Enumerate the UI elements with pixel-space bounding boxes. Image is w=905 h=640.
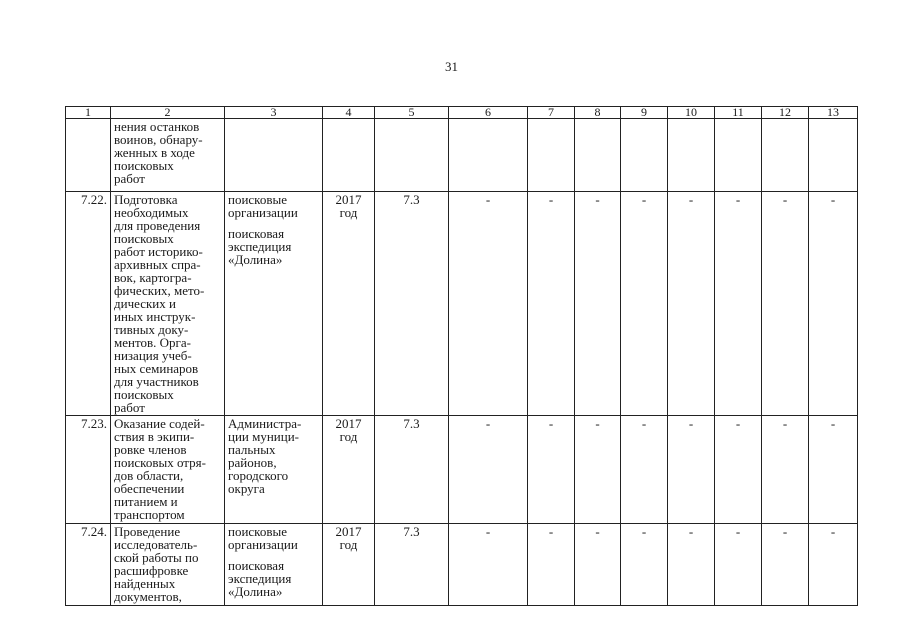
dash-cell: - <box>809 416 858 524</box>
text-line: воинов, обнару- <box>114 132 203 147</box>
column-number-11: 11 <box>715 107 762 119</box>
text-line: Оказание содей- <box>114 416 205 431</box>
text-line: Администра- <box>228 416 302 431</box>
row-number-cell <box>66 119 111 192</box>
text-line: поисковые <box>228 192 287 207</box>
text-line: для участников <box>114 374 199 389</box>
text-line: обеспечении <box>114 481 185 496</box>
text-line: поисковая <box>228 226 285 241</box>
program-table <box>65 106 858 606</box>
text-line: дических и <box>114 296 176 311</box>
description-cell <box>111 416 225 524</box>
column-number-4: 4 <box>323 107 375 119</box>
text-line: экспедиция <box>228 239 292 254</box>
column-number-6: 6 <box>449 107 528 119</box>
dash-cell: - <box>762 192 809 416</box>
text-line: «Долина» <box>228 252 283 267</box>
dash-cell: - <box>528 192 575 416</box>
text-line: необходимых <box>114 205 189 220</box>
dash-cell: - <box>809 192 858 416</box>
text-line: работ <box>114 400 145 415</box>
column-number-13: 13 <box>809 107 858 119</box>
year-cell <box>323 416 375 524</box>
table-row <box>66 119 858 192</box>
dash-cell: - <box>668 192 715 416</box>
text-line: 2017 <box>335 416 362 431</box>
dash-cell: - <box>809 524 858 606</box>
column-number-7: 7 <box>528 107 575 119</box>
code-cell: 7.3 <box>375 192 449 416</box>
dash-cell: - <box>449 416 528 524</box>
dash-cell: - <box>715 416 762 524</box>
text-line: поисковых отря- <box>114 455 206 470</box>
text-line: экспедиция <box>228 571 292 586</box>
description-cell <box>111 524 225 606</box>
text-line: 2017 <box>335 192 362 207</box>
executor-cell <box>225 524 323 606</box>
text-line: ментов. Орга- <box>114 335 191 350</box>
text-line: иных инструк- <box>114 309 196 324</box>
dash-cell: - <box>762 524 809 606</box>
column-number-9: 9 <box>621 107 668 119</box>
text-line: ровке членов <box>114 442 187 457</box>
text-line: городского <box>228 468 289 483</box>
dash-cell: - <box>528 524 575 606</box>
dash-cell: - <box>621 524 668 606</box>
text-line: транспортом <box>114 507 185 522</box>
text-line: поисковые <box>228 524 287 539</box>
text-line: организации <box>228 537 298 552</box>
text-line: работ историко- <box>114 244 203 259</box>
dash-cell: - <box>528 416 575 524</box>
column-number-2: 2 <box>111 107 225 119</box>
text-line: нения останков <box>114 119 200 134</box>
column-number-8: 8 <box>575 107 621 119</box>
code-cell: 7.3 <box>375 524 449 606</box>
code-cell: 7.3 <box>375 416 449 524</box>
text-line: районов, <box>228 455 277 470</box>
column-number-10: 10 <box>668 107 715 119</box>
executor-cell <box>225 192 323 416</box>
year-cell <box>323 192 375 416</box>
text-line: женных в ходе <box>114 145 195 160</box>
text-line: организации <box>228 205 298 220</box>
text-line: поисковых <box>114 158 174 173</box>
dash-cell: - <box>449 524 528 606</box>
text-line: год <box>339 429 358 444</box>
text-line: ции муници- <box>228 429 300 444</box>
text-line: «Долина» <box>228 584 283 599</box>
dash-cell: - <box>668 524 715 606</box>
row-number-cell: 7.22. <box>66 192 111 416</box>
text-line: Подготовка <box>114 192 178 207</box>
dash-cell: - <box>575 524 621 606</box>
table-row <box>66 192 858 416</box>
executor-cell <box>225 416 323 524</box>
dash-cell: - <box>762 416 809 524</box>
description-cell <box>111 119 225 192</box>
column-number-row <box>66 107 858 119</box>
dash-cell: - <box>575 416 621 524</box>
dash-cell: - <box>621 416 668 524</box>
description-cell <box>111 192 225 416</box>
dash-cell: - <box>715 192 762 416</box>
text-line: поисковая <box>228 558 285 573</box>
dash-cell: - <box>449 192 528 416</box>
dash-cell: - <box>621 192 668 416</box>
text-line: поисковых <box>114 231 174 246</box>
text-line: 2017 <box>335 524 362 539</box>
text-line: исследователь- <box>114 537 198 552</box>
text-line: дов области, <box>114 468 184 483</box>
text-line: ской работы по <box>114 550 199 565</box>
dash-cell: - <box>668 416 715 524</box>
text-line: ных семинаров <box>114 361 199 376</box>
text-line: низация учеб- <box>114 348 192 363</box>
text-line: округа <box>228 481 265 496</box>
text-line: работ <box>114 171 145 186</box>
column-number-12: 12 <box>762 107 809 119</box>
dash-cell: - <box>575 192 621 416</box>
page-number: 31 <box>445 59 458 74</box>
text-line: Проведение <box>114 524 181 539</box>
year-cell <box>323 524 375 606</box>
text-line: поисковых <box>114 387 174 402</box>
column-number-3: 3 <box>225 107 323 119</box>
column-number-1: 1 <box>66 107 111 119</box>
text-line: документов, <box>114 589 182 604</box>
text-line: вок, картогра- <box>114 270 192 285</box>
dash-cell: - <box>715 524 762 606</box>
table-row <box>66 524 858 606</box>
text-line: фических, мето- <box>114 283 205 298</box>
text-line: для проведения <box>114 218 201 233</box>
row-number-cell: 7.24. <box>66 524 111 606</box>
text-line: пальных <box>228 442 276 457</box>
text-line: ствия в экипи- <box>114 429 195 444</box>
text-line: тивных доку- <box>114 322 189 337</box>
text-line: расшифровке <box>114 563 189 578</box>
table-row <box>66 416 858 524</box>
text-line: питанием и <box>114 494 178 509</box>
text-line: архивных спра- <box>114 257 201 272</box>
row-number-cell: 7.23. <box>66 416 111 524</box>
text-line: найденных <box>114 576 176 591</box>
text-line: год <box>339 205 358 220</box>
column-number-5: 5 <box>375 107 449 119</box>
text-line: год <box>339 537 358 552</box>
